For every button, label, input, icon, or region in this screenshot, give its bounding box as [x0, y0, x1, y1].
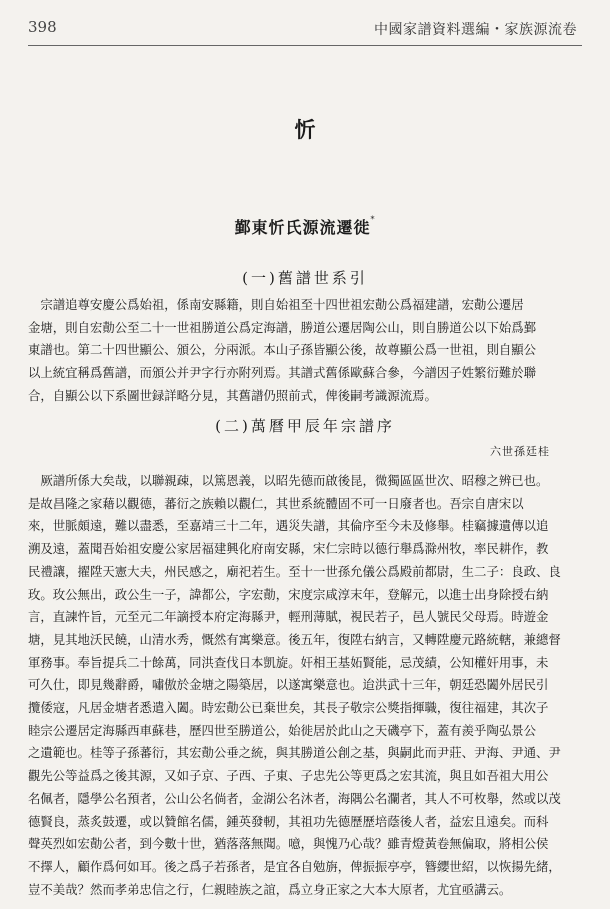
text-line: 睦宗公遷居定海縣西車蘇巷，歷四世至勝道公，始徙居於此山之天磯亭下，蓋有羨乎陶弘景公: [28, 722, 537, 738]
text-line: 以上統宜稱爲舊譜，而頒公并尹字行亦附列焉。其譜式舊係歐蘇合參，今譜因子姓繁衍難於聯: [28, 365, 537, 381]
text-line: 聲英烈如宏勣公者，到今數十世，猶落落無聞。噫，與愧乃心哉？雖青燈黃卷無偏取，將相公侯: [28, 836, 549, 852]
footnote-marker: *: [370, 215, 376, 224]
text-line: 之遺範也。桂等子孫蕃衍，其宏勣公垂之統，與其勝道公創之基，與嗣此而尹莊、尹海、尹通、尹: [28, 745, 561, 761]
text-line: 民禮讓，擢陞天憲大夫，州民感之，廟祀若生。至十一世孫允儀公爲殿前都尉，生二子：良政、良: [28, 563, 561, 579]
text-line: 塘，見其地沃民饒，山清水秀，慨然有寓樂意。後五年，復陞右納言，又轉陞慶元路統轄，兼總督: [28, 631, 561, 647]
page-number: 398: [28, 18, 57, 36]
paragraph-wanli-preface: [28, 470, 582, 901]
subheading-old-genealogy: (一)舊譜世系引: [242, 269, 368, 287]
text-line: 溯及遠，蓋聞吾始祖安慶公家居福建興化府南安縣，宋仁宗時以德行舉爲滁州牧，率民耕作，教: [28, 541, 549, 557]
section-title: [0, 215, 610, 238]
text-line: 觀先公等益爲之後其源，又如子京、子西、子東、子忠先公等更爲之宏其流，與且如吾祖大用公: [28, 768, 549, 784]
text-line: 來，世脈頗遠，難以盡悉，至嘉靖三十二年，遇災失譜，其倫序至今未及修舉。桂竊據遺傳以追: [28, 518, 549, 534]
text-line: 不擇人，顧作爲何如耳。後之爲子若孫者，是宜各自勉旃，俾振振亭亭，簪纓世紹，以恢揚先緒，: [28, 858, 561, 874]
text-line: 玫。玫公無出，政公生一子，諱都公，字宏勣，宋度宗咸淳末年，登解元，以進士出身除授右納: [28, 586, 549, 602]
running-header-title: 中國家譜資料選編・家族源流卷: [374, 22, 577, 38]
text-line: 是故昌隆之家藉以觀德，蕃衍之族賴以觀仁，其世系統體固不可一日廢者也。吾宗自唐宋以: [28, 495, 524, 511]
text-line: 軍務事。奉旨提兵二十餘萬，同洪查伐日本凱旋。奸相王基妬賢能，忌茂績，公知權奸用事，未: [28, 654, 549, 670]
text-line: 言，直諫忤旨，元至元二年謫授本府定海縣尹，輕刑薄賦，視民若子，邑人號民父母焉。時遊金: [28, 609, 549, 625]
preface-author: 六世孫廷桂: [490, 445, 550, 458]
text-line: 厥譜所係大矣哉，以聯親疎，以篤恩義，以昭先德而啟後昆，微獨區區世次、昭穆之辨已也。: [28, 473, 549, 488]
section-title-text: 鄞東忻氏源流遷徙: [234, 218, 371, 237]
header-divider: [28, 45, 582, 46]
text-line: 可久仕，即見幾辭爵，嘯傲於金塘之陽築居，以遂寓樂意也。迨洪武十三年，朝廷恐闔外居民引: [28, 677, 549, 693]
surname-title: 忻: [294, 117, 316, 142]
subheading-wanli-preface: (二)萬曆甲辰年宗譜序: [215, 417, 395, 435]
text-line: 攬倭寇，凡居金塘者悉遣入闔。時宏勣公已棄世矣，其長子敬宗公獎指揮職，復往福建，其次子: [28, 700, 549, 716]
text-line: 合，自顯公以下系圖世録詳略分見，其舊譜仍照前式，俾後嗣考識源流焉。: [28, 387, 437, 403]
text-line: 德賢良，蒸炙鼓遷，或以贊館名儒，鍾英發軔，其祖功先德歷歷培蔭後人者，益宏且遠矣。而科: [28, 813, 549, 829]
text-line: 宗譜追尊安慶公爲始祖，係南安縣籍，則自始祖至十四世祖宏勣公爲福建譜，宏勣公遷居: [28, 297, 524, 312]
paragraph-old-genealogy: [28, 294, 582, 408]
text-line: 豈不美哉？然而孝弟忠信之行，仁親睦族之誼，爲立身正家之大本大原者，尤宜亟講云。: [28, 881, 512, 897]
text-line: 名佩者，隱學公名預者，公山公名倘者，金湖公名沐者，海隅公名瀾者，其人不可枚舉，然或以茂: [28, 790, 561, 806]
text-line: 金塘，則自宏勣公至二十一世祖勝道公爲定海譜，勝道公遷居陶公山，則自勝道公以下始爲鄞: [28, 319, 537, 335]
text-line: 東譜也。第二十四世顯公、頒公，分兩派。本山子孫皆顯公後，故尊顯公爲一世祖，則自顯公: [28, 342, 537, 358]
